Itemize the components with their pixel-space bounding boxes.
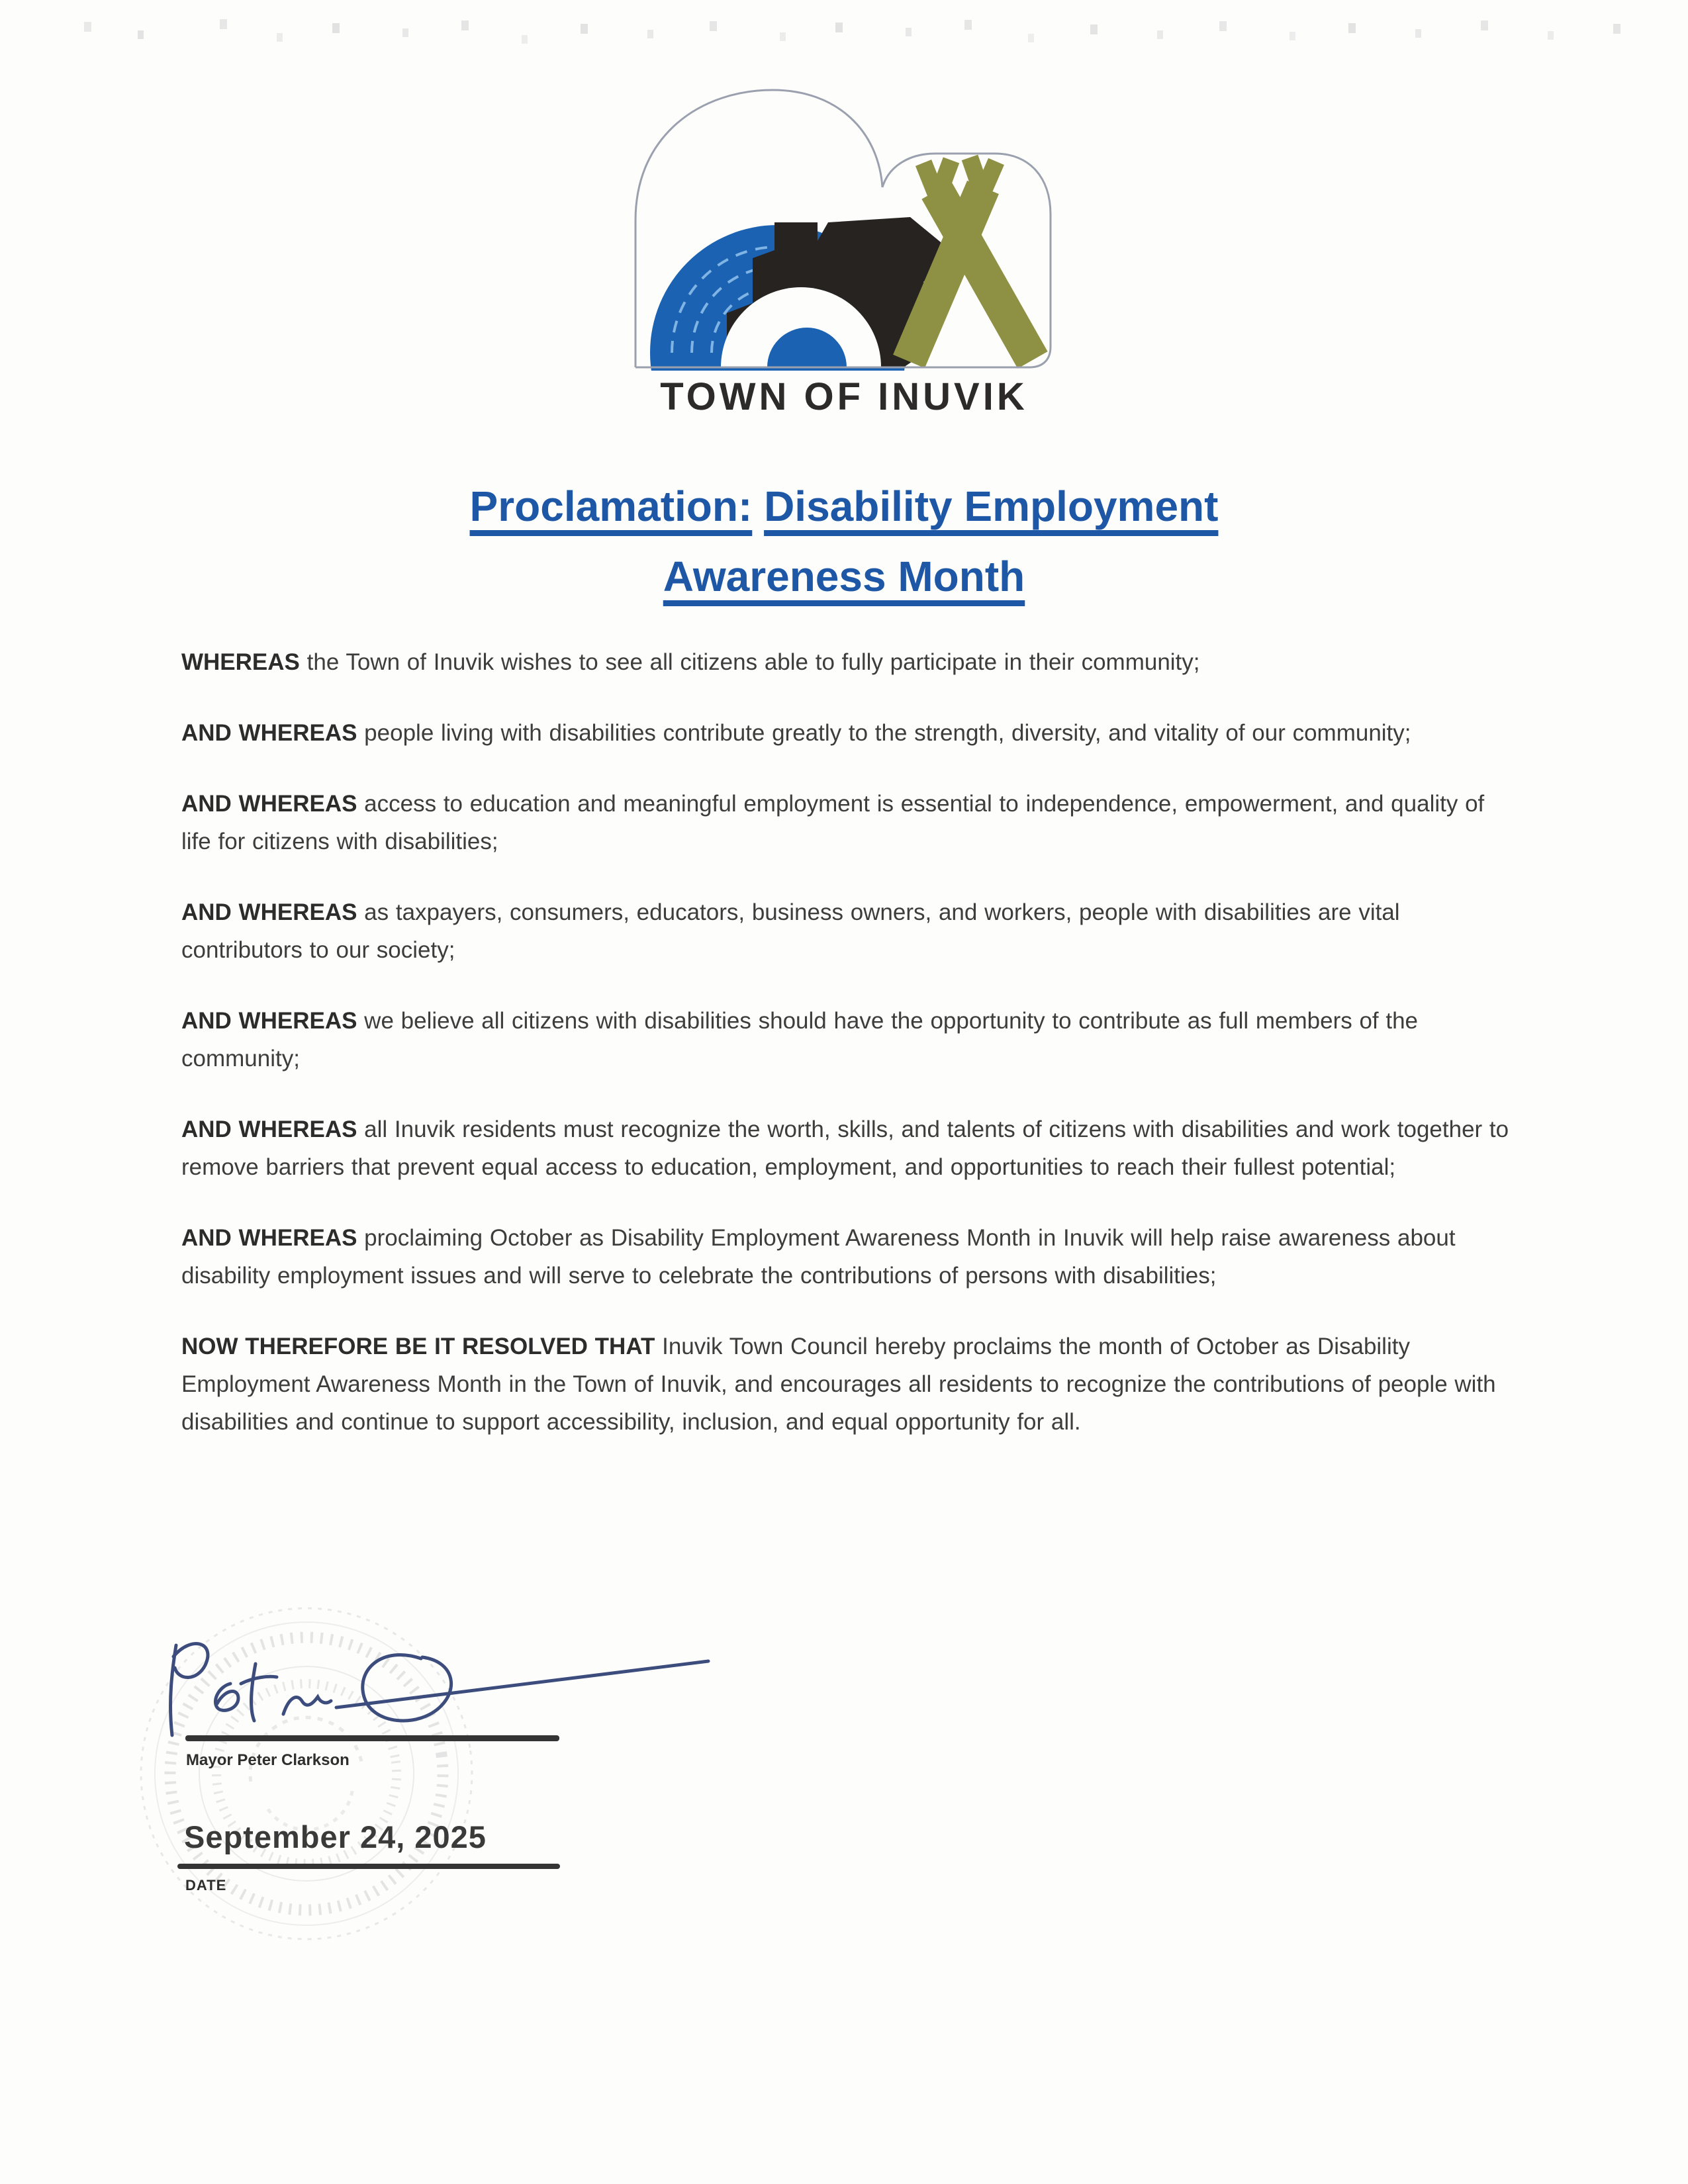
whereas-paragraph — [181, 643, 1516, 681]
title-line-2: Awareness Month — [663, 553, 1025, 600]
paragraph-lead: AND WHEREAS — [181, 1008, 357, 1034]
whereas-paragraph — [181, 893, 1516, 969]
town-logo — [626, 85, 1062, 419]
scan-noise — [0, 20, 3, 26]
date-rule — [177, 1864, 560, 1869]
town-logo-graphic-icon — [626, 85, 1062, 371]
signature-rule — [185, 1735, 559, 1741]
paragraph-text: we believe all citizens with disabilities should have the opportunity to contribute as full members of the community; — [181, 1008, 1419, 1071]
date-label: DATE — [185, 1877, 227, 1893]
paragraph-lead: AND WHEREAS — [181, 899, 357, 925]
whereas-paragraph — [181, 714, 1516, 752]
paragraph-text: people living with disabilities contribute greatly to the strength, diversity, and vitality of our community; — [357, 720, 1411, 746]
paragraph-lead: AND WHEREAS — [181, 791, 357, 817]
whereas-paragraph — [181, 1328, 1516, 1441]
signer-name-label: Mayor Peter Clarkson — [186, 1751, 350, 1769]
paragraph-text: proclaiming October as Disability Employment Awareness Month in Inuvik will help raise awareness about disability employment issues and will serve to celebrate the contributions of persons with disabilities; — [181, 1225, 1456, 1289]
paragraph-lead: AND WHEREAS — [181, 1116, 357, 1142]
proclamation-title — [0, 471, 1688, 612]
paragraph-text: access to education and meaningful employment is essential to independence, empowerment, and quality of life for citizens with disabilities; — [181, 791, 1485, 854]
paragraph-text: all Inuvik residents must recognize the worth, skills, and talents of citizens with disabilities and work together to remove barriers that prevent equal access to education, employment, and opportunities to reach their fullest potential; — [181, 1116, 1509, 1180]
title-line-1: Proclamation: Disability Employment — [469, 482, 1219, 530]
whereas-paragraph — [181, 1219, 1516, 1295]
mayor-signature-ink — [138, 1620, 733, 1752]
date-value: September 24, 2025 — [184, 1819, 487, 1854]
proclamation-body — [181, 643, 1516, 1474]
whereas-paragraph — [181, 785, 1516, 860]
paragraph-text: Inuvik Town Council hereby proclaims the month of October as Disability Employment Awareness Month in the Town of Inuvik, and encourages all residents to recognize the contributions of people with disabilities and continue to support accessibility, inclusion, and equal opportunity for all. — [181, 1334, 1496, 1435]
whereas-paragraph — [181, 1111, 1516, 1186]
paragraph-text: as taxpayers, consumers, educators, business owners, and workers, people with disabilities are vital contributors to our society; — [181, 899, 1400, 963]
paragraph-lead: AND WHEREAS — [181, 1225, 357, 1251]
org-name: TOWN OF INUVIK — [660, 375, 1028, 418]
paragraph-lead: NOW THEREFORE BE IT RESOLVED THAT — [181, 1334, 655, 1359]
paragraph-text: the Town of Inuvik wishes to see all citizens able to fully participate in their community; — [299, 649, 1200, 675]
paragraph-lead: AND WHEREAS — [181, 720, 357, 746]
whereas-paragraph — [181, 1002, 1516, 1077]
paragraph-lead: WHEREAS — [181, 649, 300, 675]
